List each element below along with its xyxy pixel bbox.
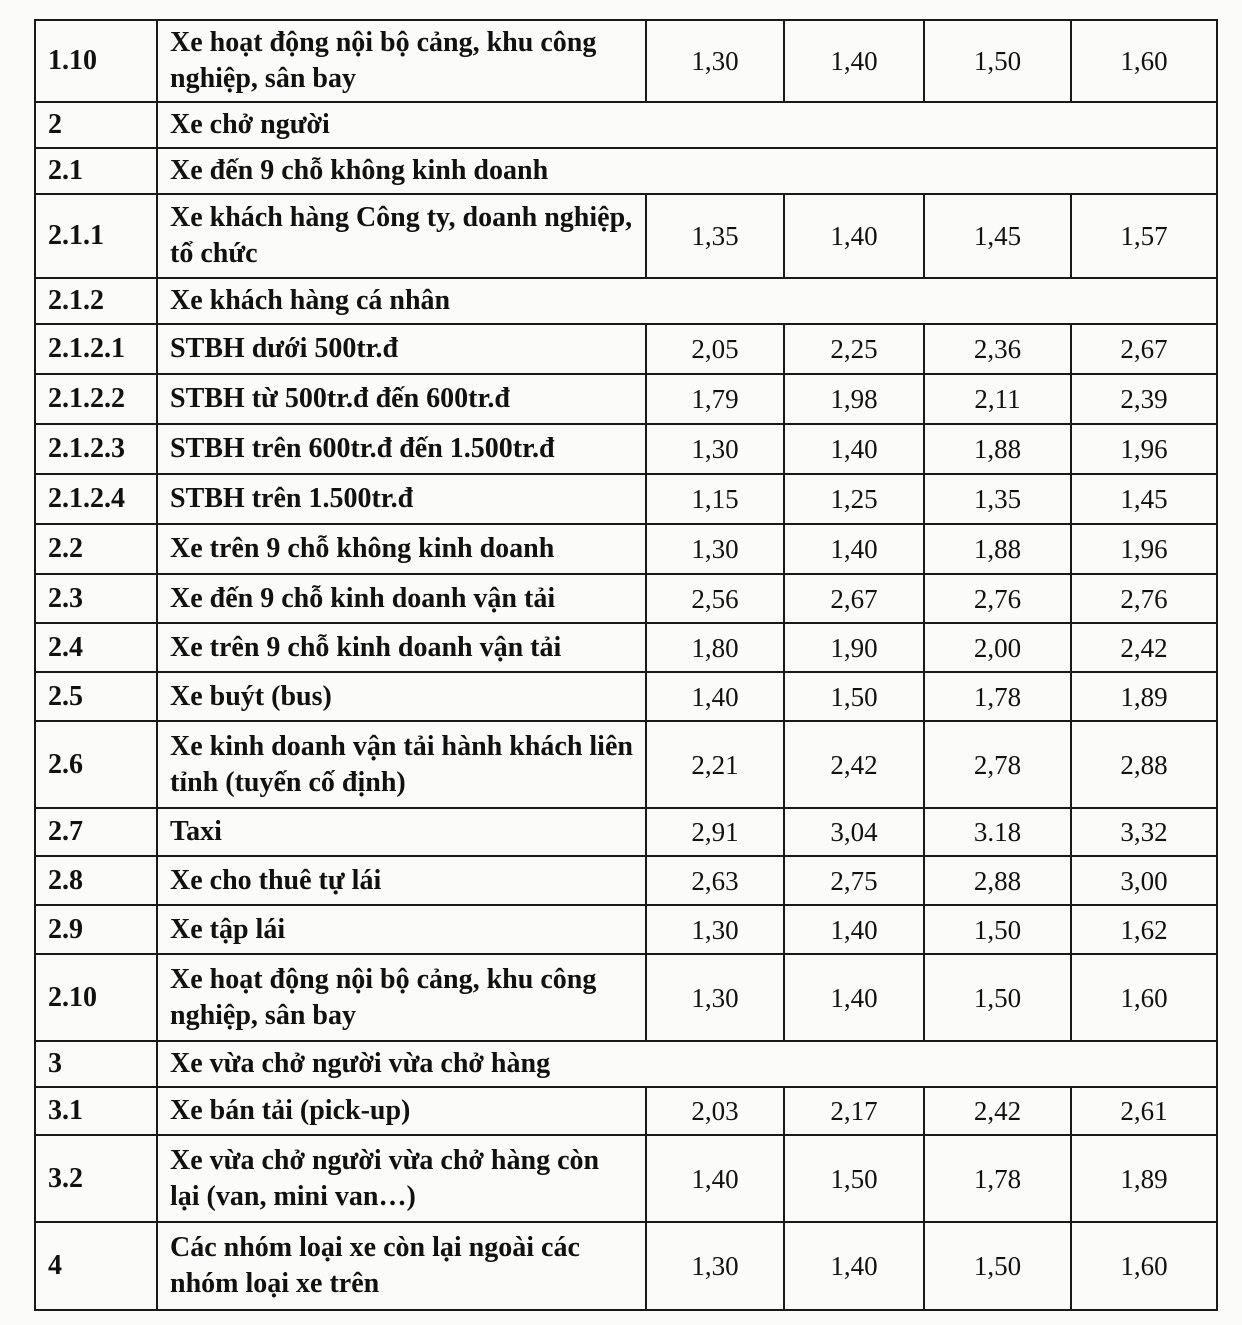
rate-value-cell: 3,00 [1071, 856, 1217, 905]
rate-value-cell: 2,76 [924, 574, 1071, 623]
rate-value-cell: 2,75 [784, 856, 924, 905]
row-vehicle-type: Xe đến 9 chỗ kinh doanh vận tải [157, 574, 646, 623]
row-vehicle-type: Xe tập lái [157, 905, 646, 954]
rate-value-cell: 1,45 [1071, 474, 1217, 524]
table-row [35, 574, 1217, 623]
row-code: 4 [35, 1222, 157, 1310]
rate-value-cell: 1,30 [646, 954, 784, 1041]
row-code: 2.4 [35, 623, 157, 672]
row-code: 2.10 [35, 954, 157, 1041]
row-code: 3.2 [35, 1135, 157, 1222]
rate-value-cell: 2,61 [1071, 1087, 1217, 1135]
row-vehicle-type: Các nhóm loại xe còn lại ngoài các nhóm loại xe trên [157, 1222, 646, 1310]
rate-value-cell: 1,30 [646, 1222, 784, 1310]
rate-value-cell: 1,40 [646, 672, 784, 721]
row-code: 2.5 [35, 672, 157, 721]
table-row [35, 20, 1217, 102]
rate-value-cell: 1,78 [924, 1135, 1071, 1222]
rate-value-cell: 1,78 [924, 672, 1071, 721]
rate-value-cell: 2,36 [924, 324, 1071, 374]
rate-value-cell: 1,25 [784, 474, 924, 524]
rate-value-cell: 1,50 [924, 20, 1071, 102]
table-row [35, 102, 1217, 148]
row-code: 2.1 [35, 148, 157, 194]
row-code: 2.2 [35, 524, 157, 574]
rate-value-cell: 1,40 [784, 194, 924, 278]
rate-value-cell: 2,17 [784, 1087, 924, 1135]
table-row [35, 954, 1217, 1041]
row-vehicle-type: STBH trên 1.500tr.đ [157, 474, 646, 524]
rate-value-cell: 1,60 [1071, 20, 1217, 102]
rate-value-cell: 1,40 [784, 20, 924, 102]
row-vehicle-type: Xe kinh doanh vận tải hành khách liên tỉnh (tuyến cố định) [157, 721, 646, 808]
table-row [35, 905, 1217, 954]
table-row [35, 672, 1217, 721]
row-vehicle-type: STBH dưới 500tr.đ [157, 324, 646, 374]
row-vehicle-type: Xe trên 9 chỗ kinh doanh vận tải [157, 623, 646, 672]
row-vehicle-type: Xe hoạt động nội bộ cảng, khu công nghiệp, sân bay [157, 954, 646, 1041]
rate-value-cell: 2,25 [784, 324, 924, 374]
row-code: 2.6 [35, 721, 157, 808]
rate-value-cell: 1,88 [924, 524, 1071, 574]
table-row [35, 808, 1217, 856]
row-code: 2.1.2.2 [35, 374, 157, 424]
rate-value-cell: 3,32 [1071, 808, 1217, 856]
table-row [35, 1135, 1217, 1222]
row-code: 2.9 [35, 905, 157, 954]
row-vehicle-type: Xe trên 9 chỗ không kinh doanh [157, 524, 646, 574]
table-row [35, 194, 1217, 278]
rate-value-cell: 1,30 [646, 524, 784, 574]
row-vehicle-type: STBH từ 500tr.đ đến 600tr.đ [157, 374, 646, 424]
row-vehicle-type: Xe cho thuê tự lái [157, 856, 646, 905]
rate-value-cell: 1,40 [784, 905, 924, 954]
rate-value-cell: 1,62 [1071, 905, 1217, 954]
row-code: 2.1.1 [35, 194, 157, 278]
rate-value-cell: 1,40 [784, 424, 924, 474]
row-code: 2.7 [35, 808, 157, 856]
row-vehicle-type: Xe vừa chở người vừa chở hàng còn lại (van, mini van…) [157, 1135, 646, 1222]
rate-value-cell: 1,96 [1071, 524, 1217, 574]
rate-value-cell: 2,67 [1071, 324, 1217, 374]
rate-value-cell: 1,57 [1071, 194, 1217, 278]
row-vehicle-type: Xe chở người [157, 102, 1217, 148]
row-vehicle-type: Xe đến 9 chỗ không kinh doanh [157, 148, 1217, 194]
rate-value-cell: 1,50 [784, 672, 924, 721]
rate-value-cell: 2,78 [924, 721, 1071, 808]
rate-value-cell: 2,88 [1071, 721, 1217, 808]
row-code: 2.1.2 [35, 278, 157, 324]
rate-value-cell: 2,76 [1071, 574, 1217, 623]
table-row [35, 1222, 1217, 1310]
row-vehicle-type: Xe buýt (bus) [157, 672, 646, 721]
row-code: 2.1.2.4 [35, 474, 157, 524]
rate-value-cell: 3,04 [784, 808, 924, 856]
row-vehicle-type: Xe khách hàng Công ty, doanh nghiệp, tổ chức [157, 194, 646, 278]
row-vehicle-type: Xe vừa chở người vừa chở hàng [157, 1041, 1217, 1087]
rate-value-cell: 2,67 [784, 574, 924, 623]
table-row [35, 856, 1217, 905]
rate-value-cell: 1,90 [784, 623, 924, 672]
rate-value-cell: 1,60 [1071, 954, 1217, 1041]
row-code: 2.1.2.3 [35, 424, 157, 474]
row-code: 3.1 [35, 1087, 157, 1135]
row-vehicle-type: Taxi [157, 808, 646, 856]
rate-table-body [35, 20, 1217, 1310]
rate-value-cell: 1,30 [646, 424, 784, 474]
rate-value-cell: 1,50 [924, 1222, 1071, 1310]
table-row [35, 1087, 1217, 1135]
rate-value-cell: 1,40 [646, 1135, 784, 1222]
rate-value-cell: 1,50 [924, 905, 1071, 954]
row-code: 1.10 [35, 20, 157, 102]
rate-value-cell: 2,91 [646, 808, 784, 856]
rate-value-cell: 1,98 [784, 374, 924, 424]
rate-value-cell: 1,79 [646, 374, 784, 424]
rate-value-cell: 3.18 [924, 808, 1071, 856]
rate-value-cell: 1,35 [646, 194, 784, 278]
rate-value-cell: 2,56 [646, 574, 784, 623]
rate-value-cell: 2,63 [646, 856, 784, 905]
rate-value-cell: 1,50 [924, 954, 1071, 1041]
row-vehicle-type: Xe hoạt động nội bộ cảng, khu công nghiệp, sân bay [157, 20, 646, 102]
row-code: 2 [35, 102, 157, 148]
rate-value-cell: 1,15 [646, 474, 784, 524]
row-vehicle-type: Xe khách hàng cá nhân [157, 278, 1217, 324]
row-vehicle-type: STBH trên 600tr.đ đến 1.500tr.đ [157, 424, 646, 474]
rate-value-cell: 1,30 [646, 20, 784, 102]
table-row [35, 374, 1217, 424]
rate-value-cell: 1,80 [646, 623, 784, 672]
rate-value-cell: 2,21 [646, 721, 784, 808]
rate-value-cell: 1,96 [1071, 424, 1217, 474]
rate-value-cell: 2,05 [646, 324, 784, 374]
rate-value-cell: 2,11 [924, 374, 1071, 424]
rate-value-cell: 1,45 [924, 194, 1071, 278]
rate-value-cell: 1,89 [1071, 1135, 1217, 1222]
table-row [35, 278, 1217, 324]
table-row [35, 424, 1217, 474]
row-code: 2.3 [35, 574, 157, 623]
rate-value-cell: 1,35 [924, 474, 1071, 524]
rate-value-cell: 2,42 [784, 721, 924, 808]
row-code: 2.8 [35, 856, 157, 905]
row-code: 2.1.2.1 [35, 324, 157, 374]
table-row [35, 1041, 1217, 1087]
rate-value-cell: 2,03 [646, 1087, 784, 1135]
rate-value-cell: 1,88 [924, 424, 1071, 474]
row-vehicle-type: Xe bán tải (pick-up) [157, 1087, 646, 1135]
rate-value-cell: 2,39 [1071, 374, 1217, 424]
table-row [35, 524, 1217, 574]
rate-value-cell: 2,42 [924, 1087, 1071, 1135]
table-row [35, 474, 1217, 524]
rate-value-cell: 1,60 [1071, 1222, 1217, 1310]
rate-value-cell: 1,50 [784, 1135, 924, 1222]
rate-value-cell: 1,40 [784, 954, 924, 1041]
rate-value-cell: 1,40 [784, 1222, 924, 1310]
rate-value-cell: 2,42 [1071, 623, 1217, 672]
row-code: 3 [35, 1041, 157, 1087]
table-row [35, 623, 1217, 672]
rate-table [34, 19, 1218, 1311]
rate-value-cell: 1,40 [784, 524, 924, 574]
table-row [35, 721, 1217, 808]
table-row [35, 148, 1217, 194]
rate-value-cell: 2,00 [924, 623, 1071, 672]
table-row [35, 324, 1217, 374]
rate-value-cell: 2,88 [924, 856, 1071, 905]
rate-value-cell: 1,89 [1071, 672, 1217, 721]
rate-value-cell: 1,30 [646, 905, 784, 954]
